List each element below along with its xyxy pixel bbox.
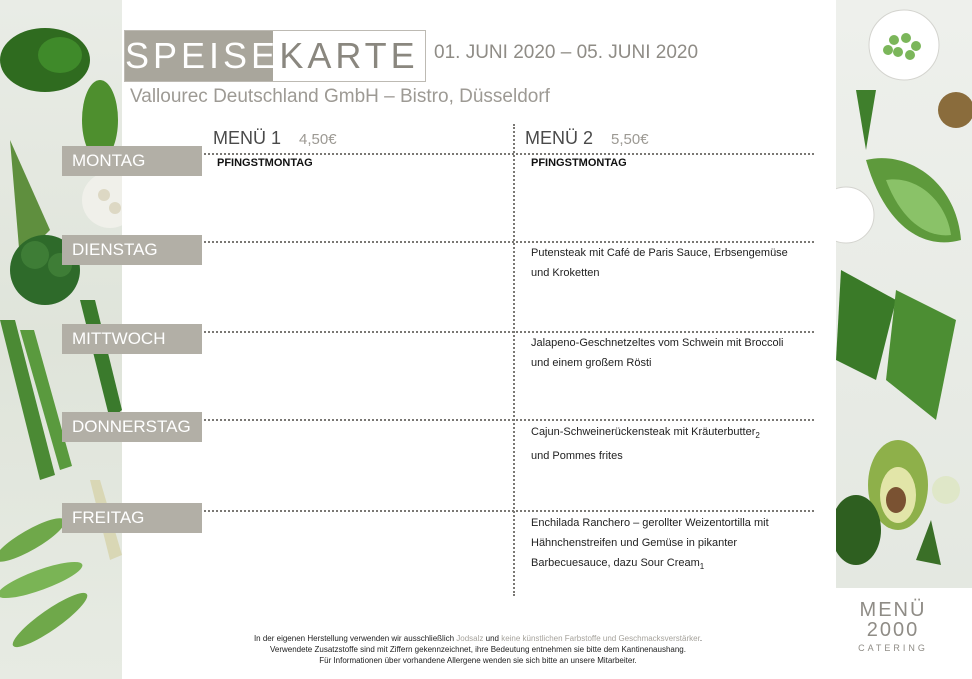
logo-mark xyxy=(838,596,948,656)
dish-line: Putensteak mit Café de Paris Sauce, Erbsengemüse xyxy=(531,247,788,259)
dish-line xyxy=(531,553,811,577)
dish-line: Enchilada Ranchero – gerollter Weizentortilla mit xyxy=(531,517,769,529)
footer-notice xyxy=(128,633,828,666)
footer-text: und xyxy=(483,634,502,643)
dish-line: Jalapeno-Geschnetzeltes vom Schwein mit Broccoli xyxy=(531,337,784,349)
row-divider xyxy=(184,419,814,421)
row-divider xyxy=(184,510,814,512)
dish-text: Cajun-Schweinerückensteak mit Kräuterbutter xyxy=(531,426,756,438)
dish-line: und Pommes frites xyxy=(531,450,623,463)
vegetable-photo-right xyxy=(836,0,972,588)
day-tab-donnerstag: DONNERSTAG xyxy=(62,412,202,442)
dish-line: Hähnchenstreifen und Gemüse in pikanter xyxy=(531,537,738,549)
vegetables-illustration xyxy=(836,0,972,588)
dish-text: Barbecuesauce, dazu Sour Cream xyxy=(531,557,700,569)
day-tab-freitag: FREITAG xyxy=(62,503,202,533)
tuesday-menu-2 xyxy=(531,243,811,283)
day-tab-montag: MONTAG xyxy=(62,146,202,176)
wednesday-menu-2 xyxy=(531,333,811,373)
date-range: 01. JUNI 2020 – 05. JUNI 2020 xyxy=(434,42,699,63)
menu-1-price: 4,50€ xyxy=(299,131,337,148)
monday-menu-2: PFINGSTMONTAG xyxy=(531,157,627,169)
footer-text: . xyxy=(699,634,703,643)
footer-highlight: Jodsalz xyxy=(456,634,484,643)
dish-line xyxy=(531,422,811,446)
title-part-2: KARTE xyxy=(279,35,419,76)
day-tab-dienstag: DIENSTAG xyxy=(62,235,202,265)
row-divider xyxy=(184,153,814,155)
logo-line-2: 2000 xyxy=(866,619,920,641)
dish-line: und Kroketten xyxy=(531,267,600,279)
footer-line-1 xyxy=(128,633,828,644)
day-tab-mittwoch: MITTWOCH xyxy=(62,324,202,354)
logo-line-1: MENÜ xyxy=(859,599,927,621)
monday-menu-1: PFINGSTMONTAG xyxy=(217,157,313,169)
footer-line-2: Verwendete Zusatzstoffe sind mit Ziffern gekennzeichnet, ihre Bedeutung entnehmen sie bitte dem Kantinenaushang. xyxy=(270,645,686,654)
menu-2-price: 5,50€ xyxy=(611,131,649,148)
dish-line: und einem großem Rösti xyxy=(531,357,652,369)
footer-highlight: keine künstlichen Farbstoffe und Geschmacksverstärker xyxy=(501,634,700,643)
title-box xyxy=(124,30,426,82)
thursday-menu-2 xyxy=(531,422,811,466)
additive-number: 2 xyxy=(755,431,760,441)
logo-line-3: CATERING xyxy=(858,643,928,653)
column-divider xyxy=(513,124,515,596)
menu-2-label: MENÜ 2 xyxy=(525,128,594,148)
title-part-1: SPEISE xyxy=(125,31,273,81)
menu-1-label: MENÜ 1 xyxy=(213,128,282,148)
footer-text: In der eigenen Herstellung verwenden wir ausschließlich xyxy=(253,634,457,643)
subtitle: Vallourec Deutschland GmbH – Bistro, Düsseldorf xyxy=(130,86,550,107)
menu-1-header xyxy=(213,128,337,149)
footer-line-3: Für Informationen über vorhandene Allergene wenden sie sich bitte an unsere Mitarbeiter. xyxy=(319,656,637,665)
menu-2-header xyxy=(525,128,649,149)
menu2000-logo xyxy=(838,596,948,656)
friday-menu-2 xyxy=(531,513,811,577)
additive-number: 1 xyxy=(699,562,705,572)
